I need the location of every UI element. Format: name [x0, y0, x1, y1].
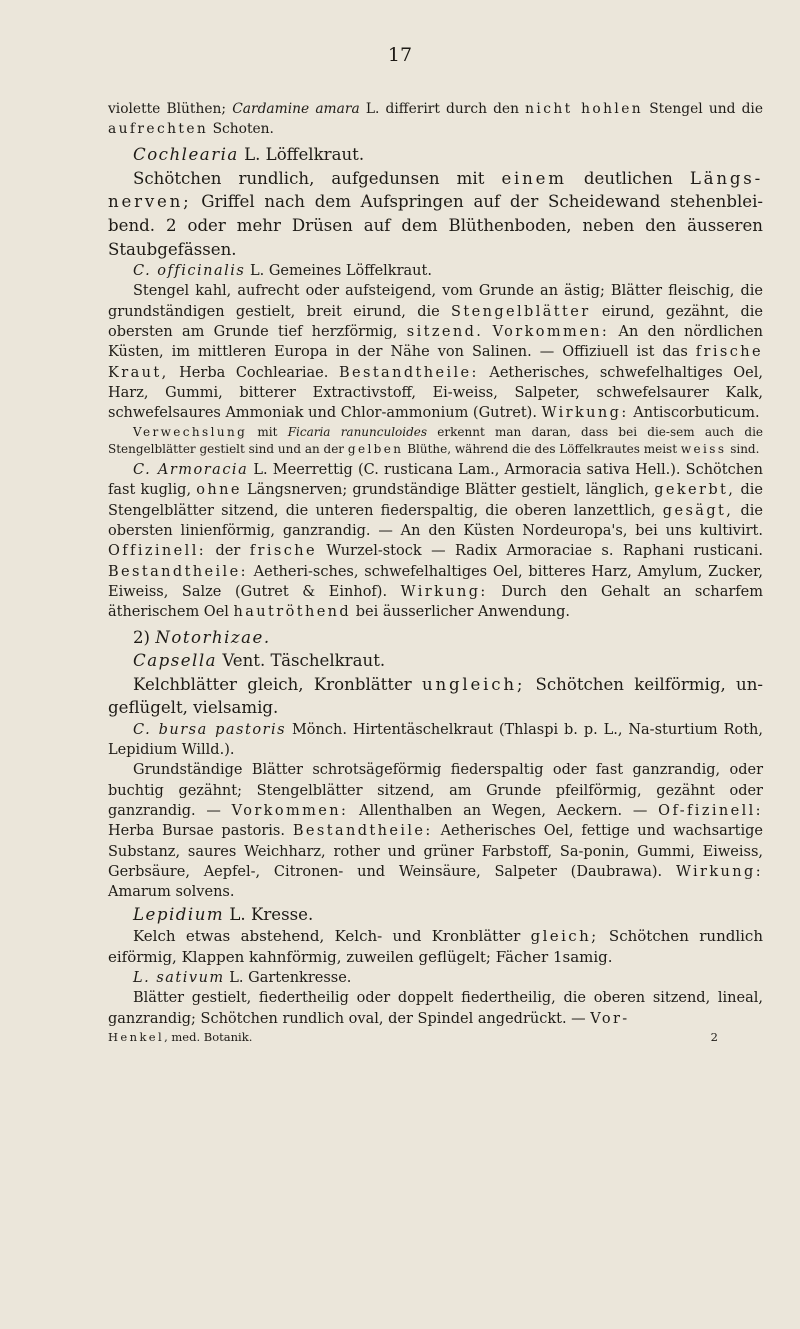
text: Vorkommen: — [492, 324, 610, 341]
text: Aetheri-sches, schwefelhaltiges Oel, bitteres Harz, Amylum, Zucker, Eiweiss, Salze (Gutret & Einhof). — [108, 563, 763, 600]
text: die obersten linienförmig, ganzrandig. — An den Küsten Nordeuropa's, bei uns kultivirt. — [108, 502, 763, 540]
text: Verwechslung — [133, 424, 248, 439]
text: Stengelblätter — [451, 303, 591, 320]
text: nicht hohlen — [525, 101, 644, 117]
text: eirund, gezähnt, die obersten am Grunde tief herzförmig, — [108, 303, 763, 341]
text: violette Blüthen; — [108, 101, 233, 117]
text: aufrechten — [108, 120, 209, 137]
text: Vent. Täschelkraut. — [217, 651, 386, 671]
capsella-heading — [108, 649, 763, 673]
text: Bestandtheile: — [338, 364, 479, 381]
cochlearia-heading — [108, 143, 763, 167]
text: Herba Cochleariae. — [168, 364, 339, 381]
text: Cardamine amara — [232, 101, 360, 117]
text: Allenthalben an Wegen, Aeckern. — — [348, 803, 659, 820]
text: , med. Botanik. — [164, 1030, 253, 1045]
notorhizae-heading — [108, 626, 763, 650]
text: Ficaria ranunculoides — [287, 424, 428, 439]
text: Durch den Gehalt an scharfem ätherischem Oel — [108, 583, 763, 621]
text: L. Meerrettig (C. rusticana Lam., Armoracia sativa Hell.). Schötchen fast kuglig, — [108, 462, 763, 499]
page-body — [108, 100, 763, 1046]
text: frische Kraut, — [108, 344, 763, 381]
page-number: 17 — [387, 44, 413, 66]
text: L. Gartenkresse. — [224, 970, 352, 987]
lepidium-description — [108, 926, 763, 968]
text: Herba Bursae pastoris. — [108, 823, 293, 840]
text: Offizinell: — [108, 543, 207, 560]
species-name: C. Armoracia — [133, 462, 249, 479]
text: die Stengelblätter sitzend, die unteren fiederspaltig, die oberen lanzettlich, — [108, 482, 763, 519]
cardamine-paragraph — [108, 100, 763, 139]
text: Längs-nerven; — [108, 168, 763, 212]
text: gleich; — [530, 927, 599, 946]
text: gesägt, — [662, 502, 734, 519]
species-name: C. bursa pastoris — [133, 721, 287, 738]
species-name: L. sativum — [133, 970, 225, 987]
text: Schötchen rundlich, aufgedunsen mit — [133, 168, 502, 188]
text: Schoten. — [208, 120, 274, 137]
text: Wirkung: — [400, 583, 488, 600]
text: L. Kresse. — [224, 904, 314, 924]
text: sind. — [726, 441, 760, 456]
text: sitzend. — [406, 324, 484, 341]
text: der — [206, 543, 250, 560]
text: Amarum solvens. — [108, 884, 235, 901]
text: L. Gemeines Löffelkraut. — [245, 263, 432, 280]
text: Henkel — [108, 1030, 165, 1045]
text: einem — [501, 168, 567, 188]
armoracia-paragraph — [108, 460, 763, 622]
text: Bestandtheile: — [292, 823, 433, 840]
text: Stengel kahl, aufrecht oder aufsteigend, vom Grunde an ästig; Blätter fleischig, die grundständigen gestielt, breit eirund, die — [108, 283, 763, 320]
text: Of-fizinell: — [658, 803, 763, 820]
text: deutlichen — [566, 168, 690, 188]
bursa-description — [108, 760, 763, 902]
text: Wurzel-stock — Radix Armoraciae s. Raphani rusticani. — [316, 543, 763, 560]
text: Griffel nach dem Aufspringen auf der Scheidewand stehenblei-bend. 2 oder mehr Drüsen auf dem Blüthenboden, neben den äusseren Staubgefässen. — [108, 192, 763, 259]
officinalis-heading — [108, 261, 763, 281]
group-name: Notorhizae. — [155, 627, 271, 647]
verwechslung-note — [108, 424, 763, 459]
text: L. differirt durch den — [359, 101, 526, 117]
text: Vor- — [590, 1010, 630, 1027]
lepidium-heading — [108, 903, 763, 927]
sativum-heading — [108, 968, 763, 988]
footer-title — [108, 1029, 252, 1046]
capsella-description — [108, 673, 763, 720]
bursa-heading — [108, 720, 763, 761]
text: Schötchen rundlich eiförmig, Klappen kahnförmig, zuweilen geflügelt; Fächer 1samig. — [108, 927, 763, 967]
text: ungleich; — [422, 674, 526, 694]
text: erkennt man daran, dass bei die-sem auch die Stengelblätter gestielt sind und an der — [108, 424, 764, 456]
text: Kelch etwas abstehend, Kelch- und Kronblätter — [133, 927, 531, 946]
page-footer — [108, 1029, 763, 1046]
sativum-description — [108, 988, 763, 1029]
text: frische — [249, 543, 317, 560]
genus-name: Capsella — [133, 651, 218, 671]
text: Kelchblätter gleich, Kronblätter — [133, 674, 423, 694]
text: Aetherisches, schwefelhaltiges Oel, Harz, Gummi, bitterer Extractivstoff, Ei-weiss, Salpeter, schwefelsaurer Kalk, schwefelsaures Ammoniak und Chlor-ammonium (Gutret). — [108, 364, 764, 422]
text: Schötchen keilförmig, un-geflügelt, vielsamig. — [108, 674, 763, 718]
text: Wirkung: — [675, 863, 763, 880]
text: Bestandtheile: — [108, 563, 248, 580]
text: Längsnerven; grundständige Blätter gestielt, länglich, — [241, 482, 655, 499]
text: Aetherisches Oel, fettige und wachsartige Substanz, saures Weichharz, rother und grüner Farbstoff, Sa-ponin, Gummi, Eiweiss, Gerbsäure, Aepfel-, Citronen- und Weinsäure, Salpeter (Daubrawa). — [108, 823, 763, 880]
cochlearia-description — [108, 167, 763, 261]
text: Blüthe, während die des Löffelkrautes meist — [403, 441, 681, 456]
text: L. Löffelkraut. — [238, 145, 365, 165]
text: gekerbt, — [654, 482, 736, 499]
text: mit — [247, 424, 288, 439]
species-name: C. officinalis — [133, 263, 246, 280]
text: Blätter gestielt, fiedertheilig oder doppelt fiedertheilig, die oberen sitzend, lineal, ganzrandig; Schötchen rundlich oval, der Spindel angedrückt. — — [108, 990, 763, 1027]
signature-mark: 2 — [710, 1030, 718, 1045]
text: bei äusserlicher Anwendung. — [351, 604, 571, 621]
text: Mönch. Hirtentäschelkraut (Thlaspi b. p. L., Na-sturtium Roth, Lepidium Willd.). — [108, 721, 763, 759]
text: 2) — [133, 627, 156, 647]
text: Antiscorbuticum. — [628, 405, 760, 422]
text: gelben — [347, 441, 404, 456]
text: Wirkung: — [541, 405, 629, 422]
text: ohne — [196, 482, 242, 499]
genus-name: Cochlearia — [133, 145, 239, 165]
text: An den nördlichen Küsten, im mittleren Europa in der Nähe von Salinen. — Offiziuell ist das — [108, 324, 763, 361]
text: weiss — [680, 441, 727, 456]
officinalis-description — [108, 281, 763, 423]
text: Vorkommen: — [231, 803, 349, 820]
text: Grundständige Blätter schrotsägeförmig fiederspaltig oder fast ganzrandig, oder buchtig gezähnt; Stengelblätter sitzend, am Grunde pfeilförmig, gezähnt oder ganzrandig. — — [108, 762, 763, 820]
text: Stengel und die — [643, 101, 763, 117]
genus-name: Lepidium — [133, 904, 225, 924]
text: hautröthend — [233, 604, 352, 621]
text — [483, 324, 492, 340]
